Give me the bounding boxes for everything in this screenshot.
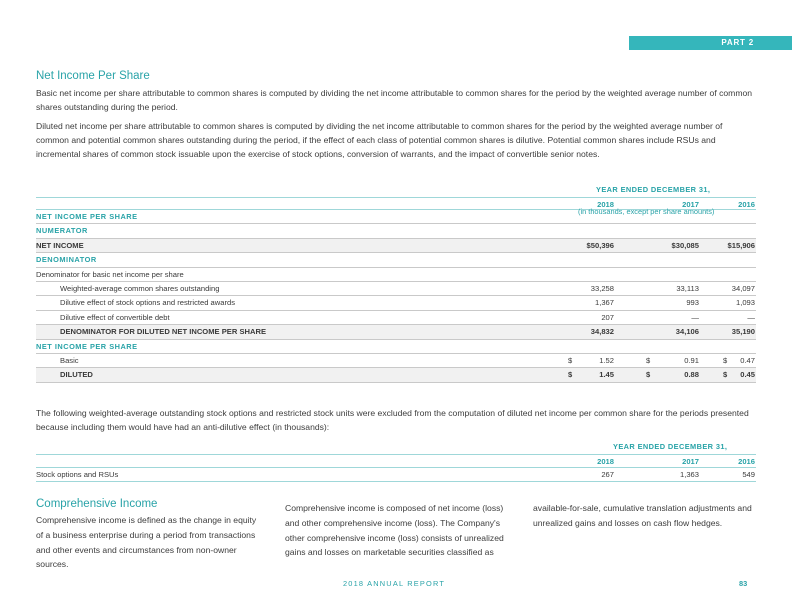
section-title-comprehensive-income: Comprehensive Income <box>36 498 158 510</box>
currency-symbol: $ <box>723 355 728 365</box>
cell-2017: 1,363 <box>679 470 699 479</box>
page-footer <box>0 579 792 591</box>
currency-symbol: $ <box>723 370 728 380</box>
cell-2018: 34,832 <box>590 327 614 337</box>
stock-options-rsus-row <box>36 468 756 482</box>
eps-table <box>36 185 756 383</box>
row-label: Stock options and RSUs <box>36 470 119 479</box>
cell-2016: 0.47 <box>740 355 755 365</box>
section-label: NET INCOME PER SHARE <box>36 341 138 351</box>
comprehensive-income-column-2: Comprehensive income is composed of net income (loss) and other comprehensive income (loss). The Company's other comprehensive income (loss) consists of unrealized gains and losses on marketable securities classified as <box>285 503 504 558</box>
currency-symbol: $ <box>568 370 573 380</box>
paragraph-basic-eps: Basic net income per share attributable to common shares is computed by dividing the net income attributable to common shares for the period by the weighted average number of common shares outstanding during the period. <box>36 88 753 113</box>
comprehensive-income-column-3: available-for-sale, cumulative translation adjustments and unrealized gains and losses on cash flow hedges. <box>533 503 752 528</box>
cell-2017: — <box>691 312 699 322</box>
cell-2018: 33,258 <box>590 283 614 293</box>
cell-2018: 1.52 <box>599 355 614 365</box>
row-label: Dilutive effect of stock options and restricted awards <box>60 298 236 308</box>
numerator-label: NUMERATOR <box>36 226 88 236</box>
period-header: YEAR ENDED DECEMBER 31, <box>613 442 728 451</box>
year-2018: 2018 <box>597 457 614 466</box>
currency-symbol: $ <box>646 355 651 365</box>
year-2017: 2017 <box>682 457 699 466</box>
cell-2017: 0.88 <box>684 370 699 380</box>
year-2018: 2018 <box>597 200 614 209</box>
cell-2016: 0.45 <box>740 370 755 380</box>
cell-2016: $15,906 <box>727 240 755 250</box>
cell-2016: 549 <box>742 470 755 479</box>
cell-2017: 33,113 <box>676 283 699 293</box>
paragraph-diluted-eps: Diluted net income per share attributable to common shares is computed by dividing the net income attributable to common shares for the period by the weighted average number of common and potential common shares outstanding during the period, if the effect of each class of potential common shares is dilutive. Potential common shares include RSUs and incremental shares of common stock issuable upon the exercise of stock options, conversion of warrants, and the impact of convertible senior notes. <box>36 121 723 160</box>
currency-symbol: $ <box>646 370 651 380</box>
row-label: DILUTED <box>60 370 93 380</box>
section-header-row <box>36 207 756 224</box>
denominator-label: DENOMINATOR <box>36 255 97 265</box>
units-note: (in thousands, except per share amounts) <box>578 207 715 216</box>
cell-2016: 35,190 <box>731 327 755 337</box>
row-label: Dilutive effect of convertible debt <box>60 312 170 322</box>
row-label: NET INCOME <box>36 240 84 250</box>
cell-2016: — <box>747 312 755 322</box>
dilutive-options-row <box>36 296 756 310</box>
row-label: Basic <box>60 355 79 365</box>
section-title-net-income-per-share: Net Income Per Share <box>36 70 150 82</box>
excluded-table <box>36 442 756 482</box>
cell-2016: 34,097 <box>731 283 755 293</box>
page-number: 83 <box>739 579 748 588</box>
net-income-row <box>36 239 756 253</box>
paragraph-excluded-securities: The following weighted-average outstanding stock options and restricted stock units were excluded from the computation of diluted net income per common share for the periods presented because including them would have had an anti-dilutive effect (in thousands): <box>36 408 749 433</box>
cell-2017: $30,085 <box>671 240 699 250</box>
basic-eps-row <box>36 354 756 368</box>
cell-2017: 993 <box>686 298 699 308</box>
numerator-header-row <box>36 224 756 238</box>
cell-2018: 1,367 <box>594 298 614 308</box>
row-label: Weighted-average common shares outstanding <box>60 283 220 293</box>
comprehensive-income-column-1: Comprehensive income is defined as the change in equity of a business enterprise during a period from transactions and other events and circumstances from non-owner sources. <box>36 515 257 570</box>
row-label: Denominator for basic net income per share <box>36 269 184 279</box>
year-header-row <box>36 454 756 468</box>
cell-2017: 34,106 <box>675 327 699 337</box>
cell-2017: 0.91 <box>684 355 699 365</box>
period-header-row <box>36 442 756 454</box>
currency-symbol: $ <box>568 355 573 365</box>
row-label: DENOMINATOR FOR DILUTED NET INCOME PER SHARE <box>60 327 267 337</box>
eps-section-header-row <box>36 340 756 354</box>
year-2017: 2017 <box>682 200 699 209</box>
period-header-row <box>36 185 756 197</box>
year-2016: 2016 <box>738 200 755 209</box>
section-label: NET INCOME PER SHARE <box>36 212 138 221</box>
year-2016: 2016 <box>738 457 755 466</box>
cell-2018: 267 <box>601 470 614 479</box>
cell-2018: 207 <box>601 312 614 322</box>
weighted-average-row <box>36 282 756 296</box>
denominator-basic-row <box>36 268 756 282</box>
period-header: YEAR ENDED DECEMBER 31, <box>596 185 711 194</box>
cell-2016: 1,093 <box>735 298 755 308</box>
denominator-diluted-row <box>36 325 756 339</box>
denominator-header-row <box>36 253 756 267</box>
dilutive-debt-row <box>36 311 756 325</box>
cell-2018: $50,396 <box>586 240 614 250</box>
part-label: PART 2 <box>629 36 792 50</box>
report-name: 2018 ANNUAL REPORT <box>343 579 446 588</box>
diluted-eps-row <box>36 368 756 382</box>
cell-2018: 1.45 <box>599 370 614 380</box>
